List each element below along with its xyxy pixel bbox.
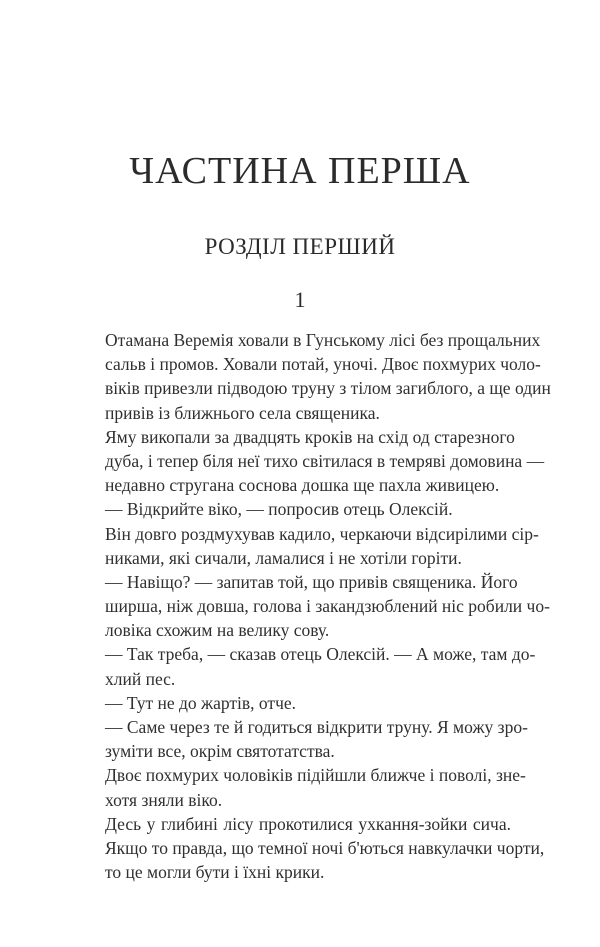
text-line: недавно стругана соснова дошка ще пахла живицею.	[105, 475, 500, 496]
text-line: ловіка схожим на велику сову.	[105, 620, 330, 641]
text-line: — Так треба, — сказав отець Олексій. — А може, там до-	[105, 644, 536, 665]
text-line: — Саме через те й годиться відкрити труну. Я можу зро-	[105, 717, 528, 737]
body-text	[105, 328, 551, 884]
text-line: Якщо то правда, що темної ночі б'ються навкулачки чорти,	[105, 837, 545, 858]
text-line: ширша, ніж довша, голова і закандзюблений ніс робили чо-	[105, 596, 550, 617]
text-line: никами, які сичали, ламалися і не хотіли горіти.	[105, 547, 462, 568]
text-line: хотя зняли віко.	[105, 789, 223, 810]
text-line: Він довго роздмухував кадило, черкаючи відсирілими сір-	[105, 523, 539, 544]
text-line: то це могли бути і їхні крики.	[105, 862, 325, 883]
text-line: — Відкрийте віко, — попросив отець Олексій.	[105, 499, 453, 520]
text-line: — Навіщо? — запитав той, що привів священика. Його	[105, 571, 518, 592]
part-title: ЧАСТИНА ПЕРША	[129, 150, 471, 192]
text-line: Десь у глибині лісу прокотилися ухкання-зойки сича.	[105, 813, 511, 834]
text-line: Отамана Веремія ховали в Гунському лісі без прощальних	[105, 330, 541, 350]
chapter-title: РОЗДІЛ ПЕРШИЙ	[204, 234, 396, 259]
text-line: сальв і промов. Ховали потай, уночі. Двоє похмурих чоло-	[105, 354, 541, 375]
text-line: — Тут не до жартів, отче.	[105, 692, 297, 713]
text-line: Двоє похмурих чоловіків підійшли ближче і поволі, зне-	[105, 765, 526, 786]
text-line: хлий пес.	[105, 668, 176, 689]
text-line: дуба, і тепер біля неї тихо світилася в темряві домовина —	[105, 450, 545, 471]
text-line: Яму викопали за двадцять кроків на схід од старезного	[105, 426, 515, 447]
section-number: 1	[294, 287, 306, 312]
text-line: привів із ближнього села священика.	[105, 402, 380, 423]
text-line: віків привезли підводою труну з тілом загиблого, а ще один	[105, 378, 551, 399]
text-line: зуміти все, окрім святотатства.	[105, 741, 335, 762]
